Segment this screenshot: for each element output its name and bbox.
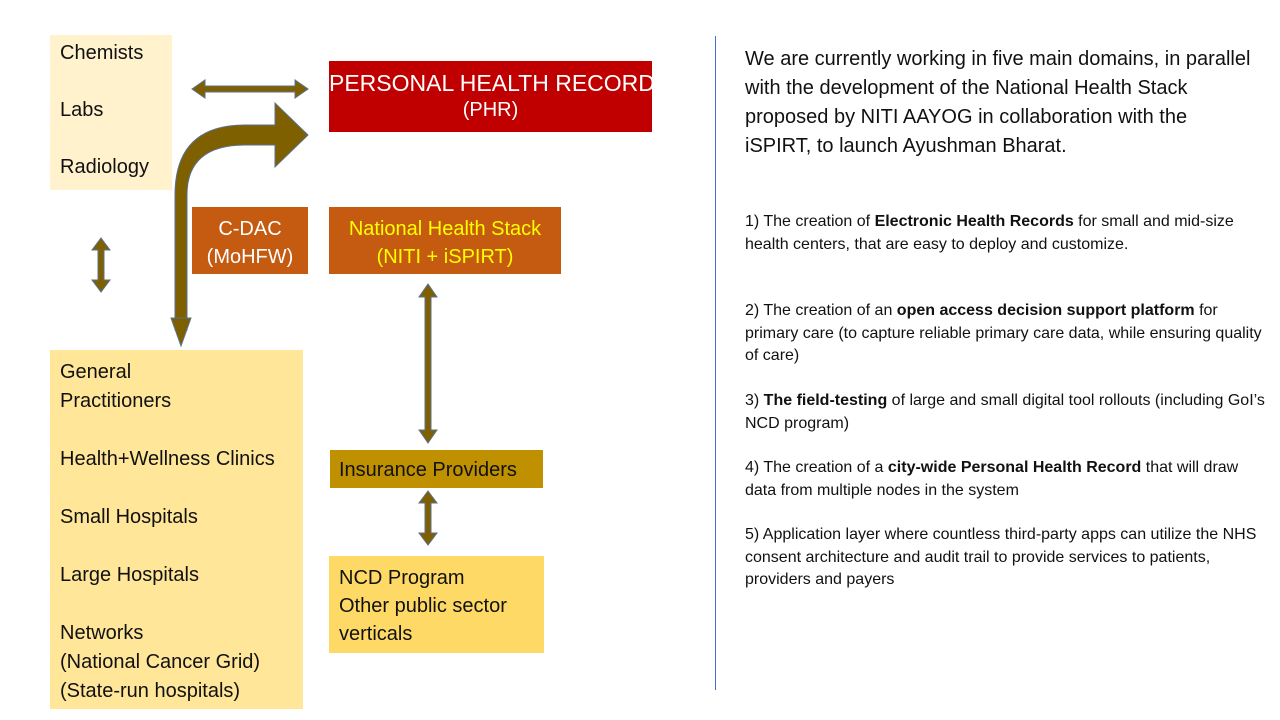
provider-line: (State-run hospitals) — [60, 680, 241, 702]
point-5 — [745, 524, 1265, 592]
point-text: 2) The creation of an — [745, 302, 897, 319]
point-bold: Electronic Health Records — [874, 213, 1074, 230]
nhs-subtitle: (NITI + iSPIRT) — [376, 246, 514, 268]
point-text: for primary care (to capture reliable primary care data, while ensuring quality of care) — [745, 302, 1262, 364]
ncd-line: verticals — [339, 623, 413, 645]
point-2 — [745, 300, 1265, 368]
point-bold: The field-testing — [763, 392, 888, 409]
point-text: of large and small digital tool rollouts (including GoI’s NCD program) — [745, 392, 1265, 432]
provider-line: Health+Wellness Clinics — [60, 448, 275, 470]
provider-line: General — [60, 361, 132, 383]
provider-line: Large Hospitals — [60, 564, 199, 586]
cdac-title: C-DAC — [218, 218, 282, 240]
ncd-line: Other public sector — [339, 595, 507, 617]
provider-line: Small Hospitals — [60, 506, 198, 528]
chemists-label: Chemists — [60, 42, 144, 64]
point-text: 3) — [745, 392, 764, 409]
provider-line: Practitioners — [60, 390, 172, 412]
ncd-line: NCD Program — [339, 567, 465, 589]
cdac-subtitle: (MoHFW) — [206, 246, 294, 268]
intro-paragraph: We are currently working in five main domains, in parallel with the development of the National Health Stack proposed by NITI AAYOG in collaboration with the iSPIRT, to launch Ayushman Bharat. — [745, 48, 1251, 157]
double-arrow-horizontal — [192, 80, 308, 98]
point-text: 1) The creation of — [745, 213, 875, 230]
curved-arrow — [175, 103, 308, 330]
point-bold: open access decision support platform — [896, 302, 1195, 319]
labs-label: Labs — [60, 99, 104, 121]
point-3 — [745, 390, 1265, 435]
vertical-divider — [715, 36, 716, 690]
point-text: that will draw data from multiple nodes in the system — [745, 459, 1239, 499]
down-arrowhead — [171, 318, 191, 346]
point-text: for small and mid-size health centers, that are easy to deploy and customize. — [745, 213, 1234, 253]
phr-subtitle: (PHR) — [462, 99, 519, 121]
point-bold: city-wide Personal Health Record — [887, 459, 1142, 476]
provider-line: Networks — [60, 622, 144, 644]
radiology-label: Radiology — [60, 156, 149, 178]
point-text: 5) Application layer where countless third-party apps can utilize the NHS consent architecture and audit trail to provide services to patients, providers and payers — [745, 526, 1257, 588]
double-arrow-insurance-ncd — [419, 491, 437, 545]
insurance-label: Insurance Providers — [339, 459, 517, 481]
provider-line: (National Cancer Grid) — [60, 651, 261, 673]
point-4 — [745, 457, 1265, 502]
phr-title: PERSONAL HEALTH RECORD — [329, 70, 655, 96]
double-arrow-vertical-small — [92, 238, 110, 292]
point-1 — [745, 211, 1265, 256]
double-arrow-nhs-insurance — [419, 284, 437, 443]
point-text: 4) The creation of a — [745, 459, 888, 476]
nhs-title: National Health Stack — [348, 218, 542, 240]
